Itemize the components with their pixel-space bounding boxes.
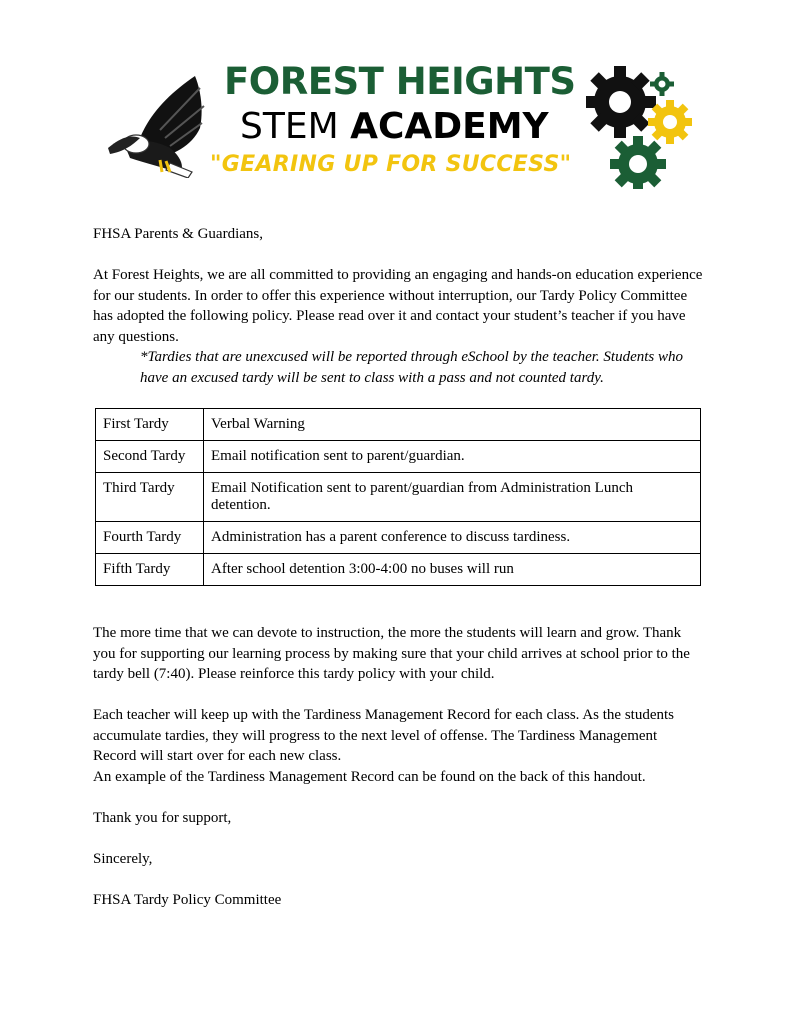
table-row	[96, 522, 701, 554]
record-example-paragraph: An example of the Tardiness Management Record can be found on the back of this handout.	[93, 769, 646, 785]
tardy-level: Second Tardy	[96, 441, 204, 473]
logo-title-academy: ACADEMY	[350, 106, 549, 147]
table-row	[96, 473, 701, 522]
tardy-consequence: Verbal Warning	[204, 409, 701, 441]
tardy-level: Fourth Tardy	[96, 522, 204, 554]
intro-paragraph: At Forest Heights, we are all committed to providing an engaging and hands-on education experience for our students. In order to offer this experience without interruption, our Tardy Policy Committee has adopted the following policy. Please read over it and contact your student’s teacher if you have any questions.	[93, 267, 703, 345]
logo-title-line2	[240, 106, 549, 147]
table-row	[96, 409, 701, 441]
tardy-consequence: After school detention 3:00-4:00 no buses will run	[204, 554, 701, 586]
table-row	[96, 441, 701, 473]
logo-title-stem: STEM	[240, 106, 339, 147]
instruction-paragraph: The more time that we can devote to instruction, the more the students will learn and grow. Thank you for supporting our learning process by making sure that your child arrives at school prior to the tardy bell (7:40). Please reinforce this tardy policy with your child.	[93, 625, 690, 682]
gears-icon	[586, 64, 696, 189]
signature-line: FHSA Tardy Policy Committee	[93, 892, 282, 908]
tardy-consequence: Administration has a parent conference to discuss tardiness.	[204, 522, 701, 554]
closing-line: Sincerely,	[93, 851, 153, 867]
logo-slogan: "GEARING UP FOR SUCCESS"	[210, 152, 572, 177]
tardy-note: *Tardies that are unexcused will be reported through eSchool by the teacher. Students who have an excused tardy will be sent to class with a pass and not counted tardy.	[140, 349, 683, 386]
logo-title-line1: FOREST HEIGHTS	[224, 60, 576, 103]
thanks-line: Thank you for support,	[93, 810, 232, 826]
tardy-consequence: Email notification sent to parent/guardian.	[204, 441, 701, 473]
salutation: FHSA Parents & Guardians,	[93, 226, 263, 242]
record-paragraph: Each teacher will keep up with the Tardiness Management Record for each class. As the students accumulate tardies, they will progress to the next level of offense. The Tardiness Management Record will start over for each new class.	[93, 707, 674, 764]
eagle-icon	[100, 68, 212, 178]
school-logo	[96, 56, 706, 196]
tardy-level: Third Tardy	[96, 473, 204, 522]
table-row	[96, 554, 701, 586]
tardy-consequence: Email Notification sent to parent/guardian from Administration Lunch detention.	[204, 473, 701, 522]
tardy-level: Fifth Tardy	[96, 554, 204, 586]
tardy-level: First Tardy	[96, 409, 204, 441]
tardy-policy-table	[95, 408, 701, 586]
